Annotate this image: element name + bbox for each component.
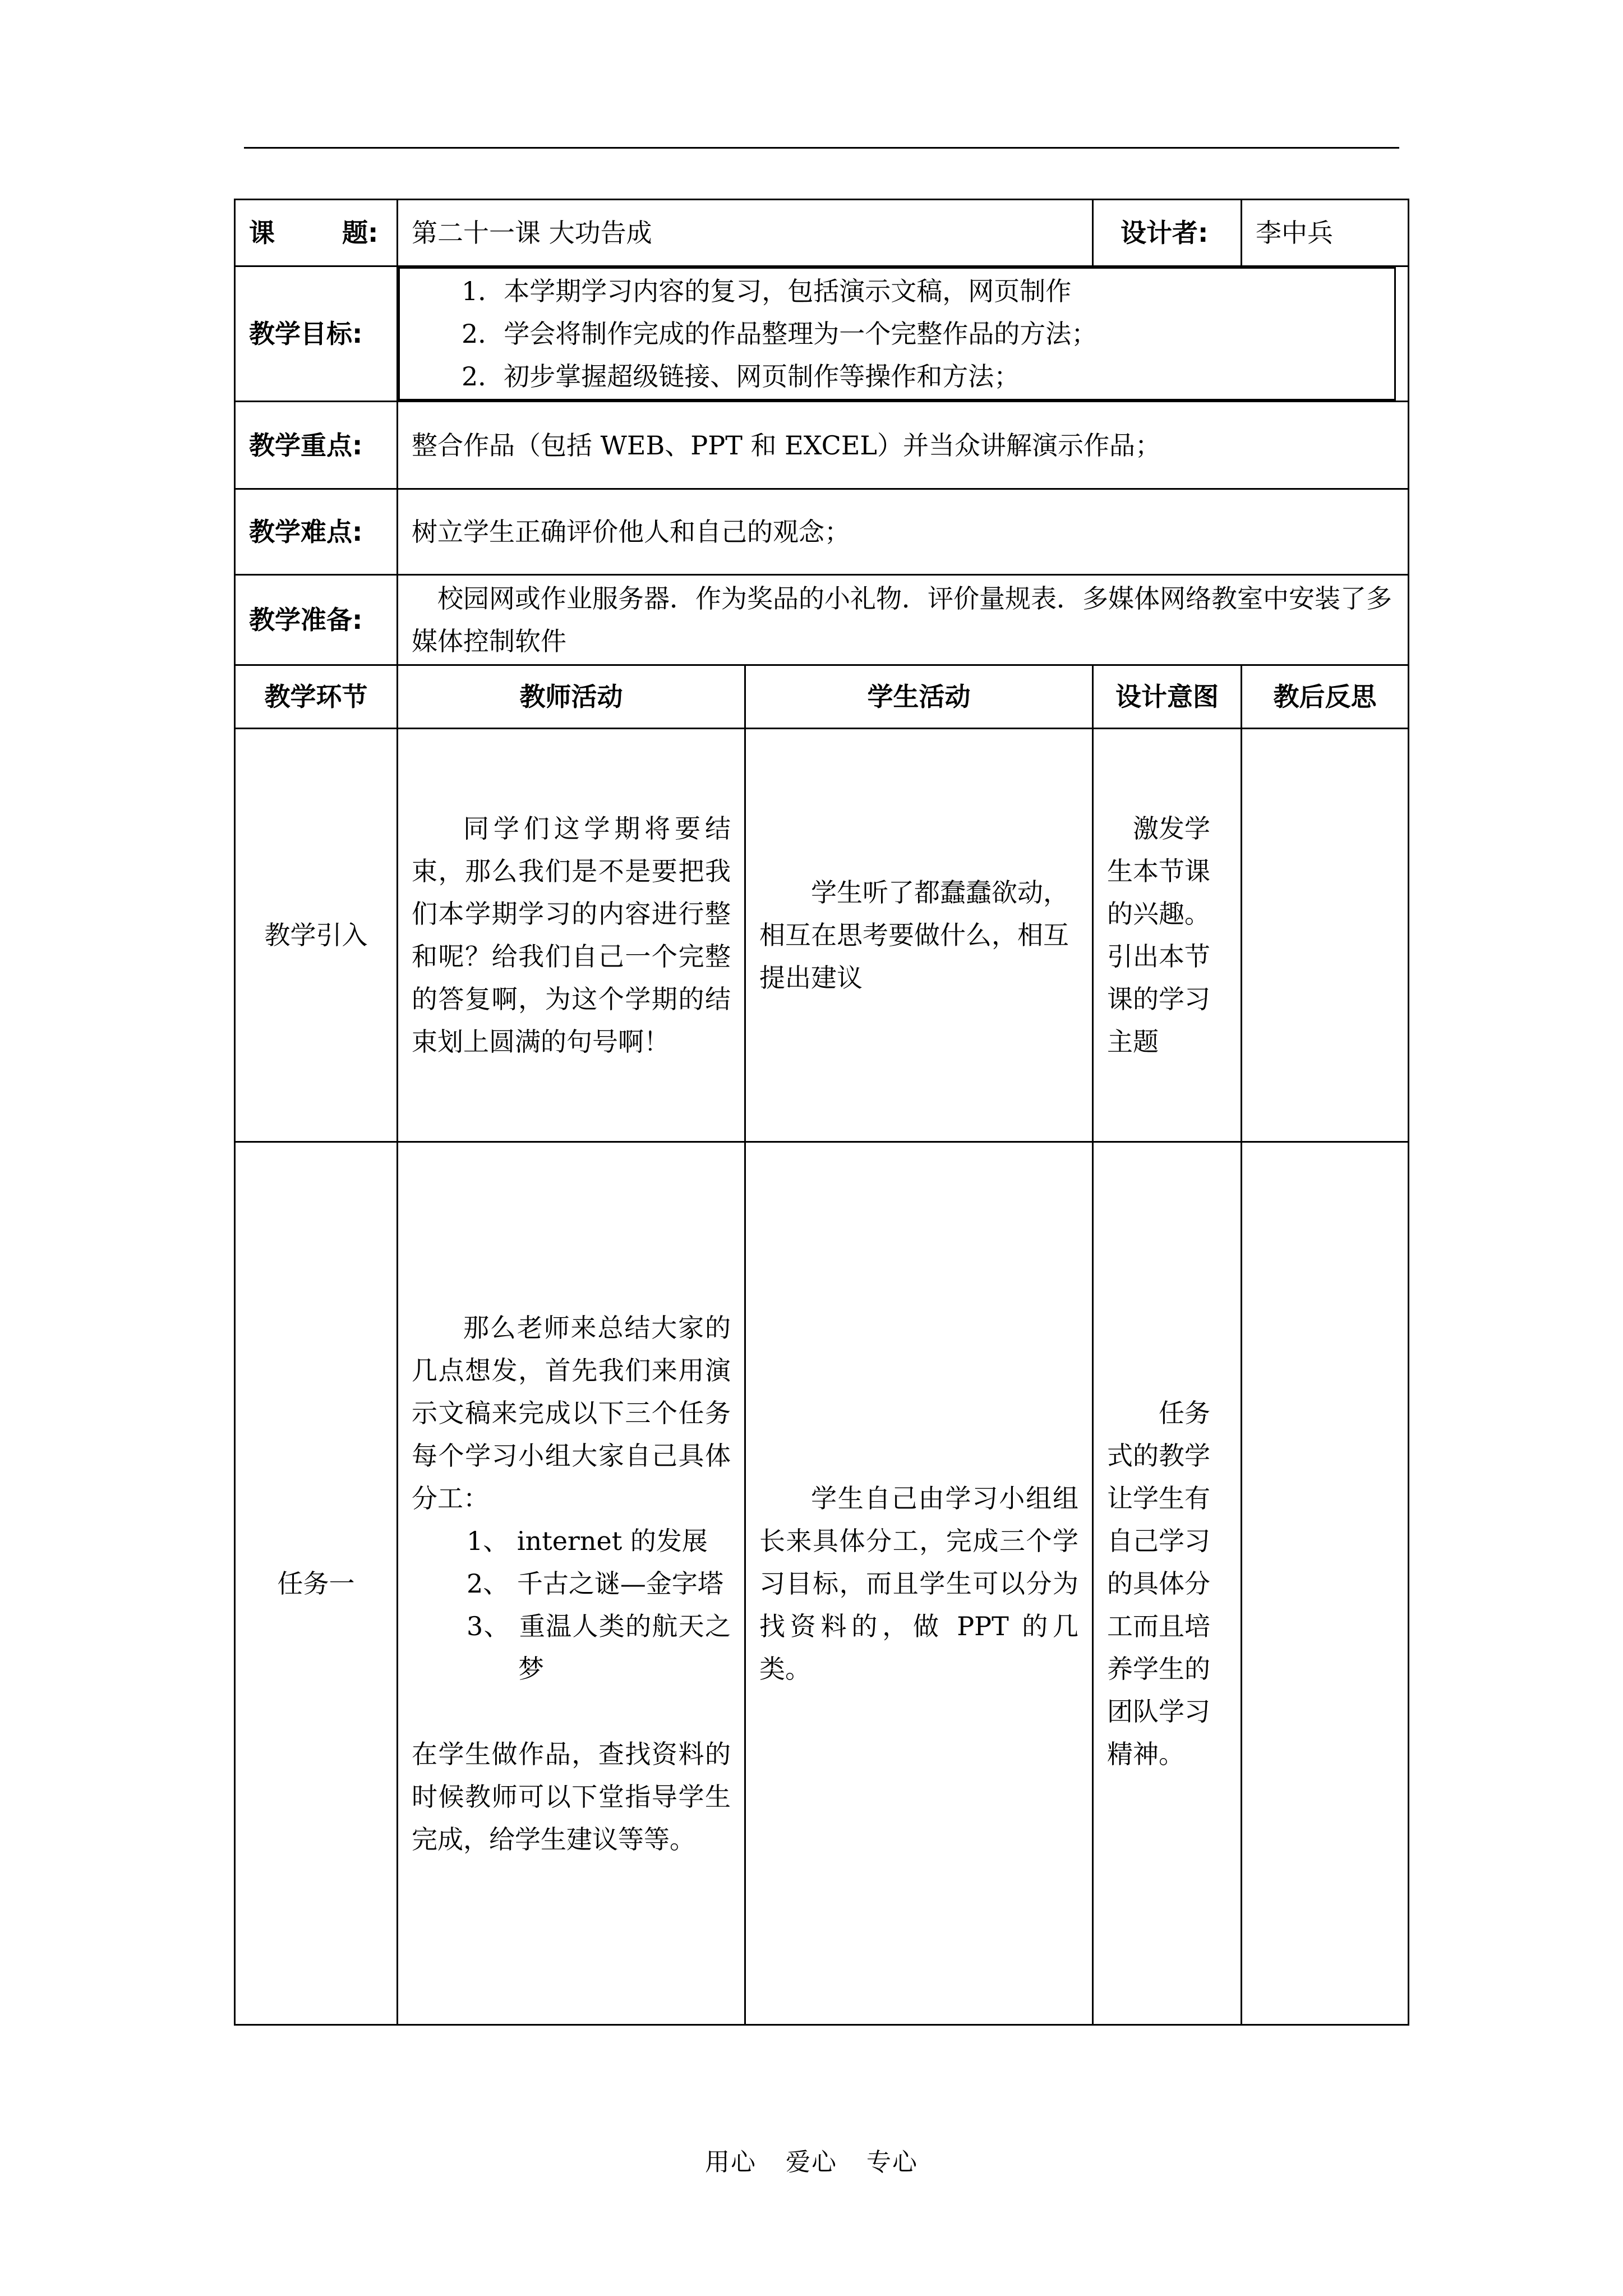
design-intent bbox=[1093, 729, 1242, 1142]
col-header-reflection: 教后反思 bbox=[1242, 665, 1409, 729]
objective-item: 2．初步掌握超级链接、网页制作等操作和方法； bbox=[462, 361, 1020, 392]
objectives-label: 教学目标: bbox=[235, 266, 398, 402]
teacher-activity bbox=[398, 1142, 745, 2025]
teacher-activity-intro: 那么老师来总结大家的几点想发，首先我们来用演示文稿来完成以下三个任务每个学习小组大家自己具体分工： bbox=[412, 1312, 731, 1513]
col-header-stage: 教学环节 bbox=[235, 665, 398, 729]
table-row bbox=[235, 1142, 1409, 2025]
teacher-activity-outro: 在学生做作品，查找资料的时候教师可以下堂指导学生完成，给学生建议等等。 bbox=[412, 1738, 731, 1855]
designer-value: 李中兵 bbox=[1242, 200, 1409, 266]
student-activity-text: 学生自己由学习小组组长来具体分工，完成三个学习目标，而且学生可以分为找资料的，做 PPT 的几类。 bbox=[759, 1483, 1078, 1684]
key-point-label: 教学重点: bbox=[235, 402, 398, 489]
topic-value: 第二十一课 大功告成 bbox=[398, 200, 1093, 266]
lesson-plan-table bbox=[234, 199, 1409, 2026]
objective-item: 1．本学期学习内容的复习，包括演示文稿，网页制作 bbox=[462, 276, 1072, 306]
reflection-cell bbox=[1242, 729, 1409, 1142]
design-intent bbox=[1093, 1142, 1242, 2025]
design-intent-text: 激发学生本节课的兴趣。引出本节课的学习主题 bbox=[1107, 813, 1210, 1057]
preparation-row bbox=[235, 575, 1409, 665]
key-point-value: 整合作品（包括 WEB、PPT 和 EXCEL）并当众讲解演示作品； bbox=[398, 402, 1409, 489]
objectives-cell bbox=[398, 266, 1409, 402]
difficulty-row bbox=[235, 489, 1409, 575]
difficulty-value: 树立学生正确评价他人和自己的观念； bbox=[398, 489, 1409, 575]
reflection-cell bbox=[1242, 1142, 1409, 2025]
preparation-value: 校园网或作业服务器．作为奖品的小礼物．评价量规表．多媒体网络教室中安装了多媒体控制软件 bbox=[398, 575, 1409, 665]
page-footer: 用心 爱心 专心 bbox=[705, 2148, 918, 2177]
teacher-activity-text: 同学们这学期将要结束，那么我们是不是要把我们本学期学习的内容进行整和呢？给我们自己一个完整的答复啊，为这个学期的结束划上圆满的句号啊！ bbox=[412, 813, 731, 1057]
topic-label: 课 题: bbox=[235, 200, 398, 266]
design-intent-text: 任务式的教学让学生有自己学习的具体分工而且培养学生的团队学习精神。 bbox=[1107, 1397, 1210, 1769]
designer-label: 设计者: bbox=[1093, 200, 1242, 266]
key-point-row bbox=[235, 402, 1409, 489]
col-header-student: 学生活动 bbox=[745, 665, 1093, 729]
spacer bbox=[412, 1690, 731, 1733]
preparation-label: 教学准备: bbox=[235, 575, 398, 665]
student-activity-text: 学生听了都蠢蠢欲动，相互在思考要做什么，相互提出建议 bbox=[759, 877, 1069, 993]
student-activity bbox=[745, 729, 1093, 1142]
objectives-list bbox=[398, 267, 1396, 401]
stage-cell: 任务一 bbox=[235, 1142, 398, 2025]
table-row bbox=[235, 729, 1409, 1142]
col-header-intent: 设计意图 bbox=[1093, 665, 1242, 729]
col-header-teacher: 教师活动 bbox=[398, 665, 745, 729]
student-activity bbox=[745, 1142, 1093, 2025]
header-rule bbox=[244, 147, 1399, 149]
task-list-item: 1、 internet 的发展 bbox=[467, 1525, 708, 1556]
task-list-item: 3、 重温人类的航天之梦 bbox=[467, 1611, 731, 1684]
objectives-row bbox=[235, 266, 1409, 402]
objective-item: 2．学会将制作完成的作品整理为一个完整作品的方法； bbox=[462, 319, 1098, 349]
column-header-row bbox=[235, 665, 1409, 729]
difficulty-label: 教学难点: bbox=[235, 489, 398, 575]
teacher-activity bbox=[398, 729, 745, 1142]
stage-cell: 教学引入 bbox=[235, 729, 398, 1142]
task-list-item: 2、 千古之谜—金字塔 bbox=[467, 1568, 723, 1599]
topic-row bbox=[235, 200, 1409, 266]
